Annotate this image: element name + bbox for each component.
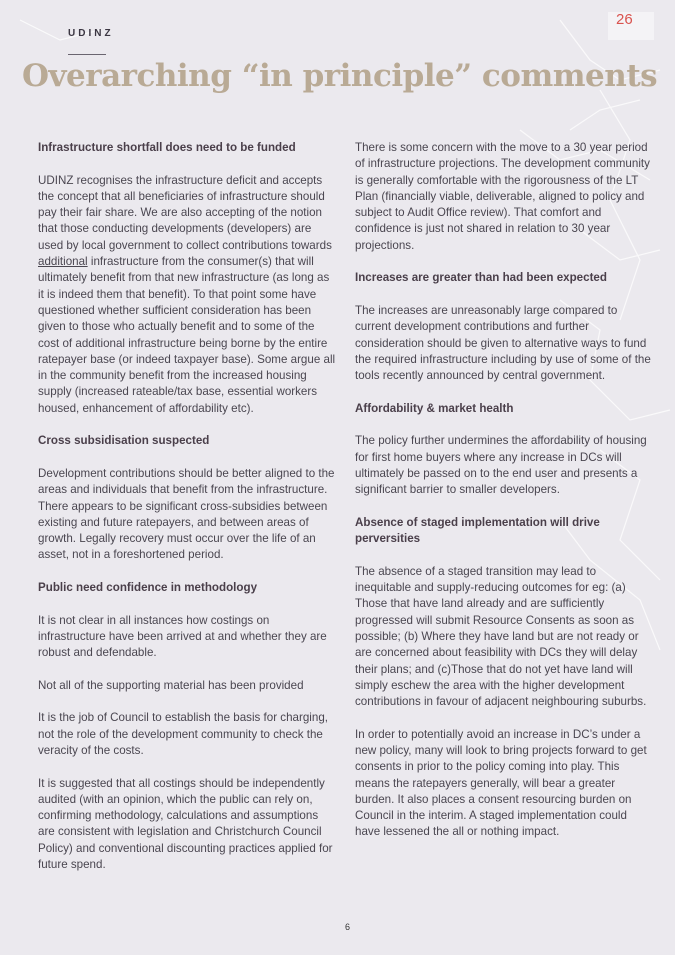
paragraph-avoid-increase: In order to potentially avoid an increase in DC’s under a new policy, many will look to bring projects forward to get consents in prior to the policy coming into play. This means the ratepayers generally, will bear a greater burden. It also places a consent resourcing burden on Council in the interim. A staged implementation could have lessened the all or nothing impact. <box>355 727 647 839</box>
page-title: Overarching “in principle” comments <box>22 58 658 94</box>
paragraph-increases: The increases are unreasonably large compared to current development contributions and further consideration should be given to alternative ways to fund the required infrastructure including by use of some of the tools recently announced by central government. <box>355 303 651 383</box>
heading-affordability: Affordability & market health <box>355 401 514 415</box>
paragraph-infrastructure-shortfall: UDINZ recognises the infrastructure deficit and accepts the concept that all beneficiaries of infrastructure should pay their fair share. We are also accepting of the notion that those conducting developments (developers) are used by local government to collect contributions towards additional infrastructure from the consumer(s) that will ultimately benefit from that new infrastructure (as long as it is indeed them that benefit). To that point some have questioned whether sufficient consideration has been given to those who actually benefit and to some of the cost of additional infrastructure being borne by the entire ratepayer base (or indeed taxpayer base). Some argue all in the community benefit from the increased housing supply (increased rateable/tax base, essential workers housed, enhancement of affordability etc). <box>38 173 336 415</box>
paragraph-staged-transition: The absence of a staged transition may lead to inequitable and supply-reducing outcomes for eg: (a) Those that have land already and are sufficiently progressed will submit Resource Consents as soon as possible; (b) Where they have land but are not ready or are concerned about feasibility with DCs they will delay their plans; and (c)Those that do not yet have land will simply eschew the area with the higher development contributions in favour of adjacent neighbouring suburbs. <box>355 564 647 709</box>
brand-divider <box>68 54 106 55</box>
brand-label: UDINZ <box>68 28 114 39</box>
left-column <box>38 140 338 890</box>
right-column <box>355 140 655 857</box>
paragraph-cross-subsidisation: Development contributions should be better aligned to the areas and individuals that benefit from the infrastructure. There appears to be significant cross-subsidies between existing and future ratepayers, and between areas of growth. Legally recovery must occur over the life of an asset, not in a foreshortened period. <box>38 466 335 562</box>
heading-cross-subsidisation: Cross subsidisation suspected <box>38 434 210 448</box>
paragraph-audit-suggestion: It is suggested that all costings should be independently audited (with an opinion, which the public can rely on, confirming methodology, calculations and assumptions are consistent with legislation and Christchurch Council Policy) and conventional discounting practices applied for future spend. <box>38 776 333 872</box>
heading-staged-implementation: Absence of staged implementation will drive perversities <box>355 515 600 546</box>
paragraph-council-role: It is the job of Council to establish the basis for charging, not the role of the development community to check the veracity of the costs. <box>38 711 329 757</box>
heading-infrastructure-shortfall: Infrastructure shortfall does need to be funded <box>38 141 296 154</box>
heading-increases-greater: Increases are greater than had been expected <box>355 271 607 285</box>
paragraph-costings-unclear: It is not clear in all instances how costings on infrastructure have been arrived at and whether they are robust and defendable. <box>38 613 327 660</box>
heading-public-confidence: Public need confidence in methodology <box>38 581 258 595</box>
paragraph-affordability: The policy further undermines the affordability of housing for first home buyers where any increase in DCs will ultimately be passed on to the end user and presents a significant barrier to smaller developers. <box>355 434 647 497</box>
paragraph-material-missing: Not all of the supporting material has been provided <box>38 678 304 692</box>
paragraph-30-year-concern: There is some concern with the move to a 30 year period of infrastructure projections. The development community is generally comfortable with the rigorousness of the LT Plan (financially viable, deliverable, aligned to policy and subject to Audit Office review). That comfort and confidence is just not shared in relation to 30 year projections. <box>355 141 650 252</box>
page-tag: 26 <box>608 12 654 40</box>
footer-page-number: 6 <box>345 922 351 932</box>
